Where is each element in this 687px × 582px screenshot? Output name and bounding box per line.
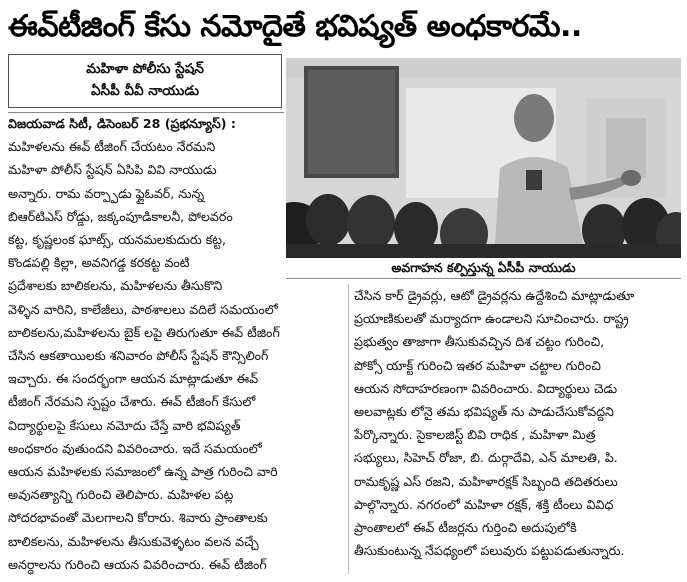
paragraph-line: బిఆర్‌టిఎస్ రోడ్డు, జక్కంపూడికాలనీ, పోలవరం bbox=[8, 208, 233, 224]
paragraph-line: అన్నారు. రామ వర్ప్పాడు ఫ్లైఓవర్, నున్న bbox=[8, 185, 205, 201]
paragraph-line: పాల్గొన్నారు. నగరంలో మహిళా రక్షక్, శక్తి టీంలు వివిధ bbox=[354, 496, 614, 512]
paragraph-line: వెళ్ళిన వారిని, కాలేజీలు, పాఠశాలలు వదిలే సమయంలో bbox=[8, 301, 278, 317]
news-photo bbox=[286, 58, 681, 258]
paragraph-line: ఇచ్చారు. ఈ సందర్భంగా ఆయన మాట్లాడుతూ ఈవ్ bbox=[8, 371, 259, 387]
paragraph-line: పేర్కొన్నారు. సైకాలజిస్ట్ బివి రాధిక , మహిళా మిత్ర bbox=[354, 427, 596, 443]
paragraph-line: తీసుకుంటున్న నేపధ్యంలో పలువురు పట్టుపడుతున్నారు. bbox=[354, 543, 625, 559]
photo-caption: అవగాహన కల్పిస్తున్న ఏసీపీ నాయుడు bbox=[286, 258, 681, 279]
paragraph-line: అనర్ధాలను గురించి ఆయన వివరించారు. ఈవ్ టీజింగ్ bbox=[8, 556, 267, 572]
subhead-line-1: మహిళా పోలీసు స్టేషన్ bbox=[86, 61, 204, 77]
paragraph-line: పోక్సో యాక్ట్ గురించి ఇతర మహిళా చట్టాల గురించి bbox=[354, 357, 601, 373]
paragraph-line: ప్రాంతాలలో ఈవ్ టీజర్లను గుర్తించి అదుపులోకి bbox=[354, 520, 577, 536]
paragraph-line: ఆయన మహిళలకు సమాజంలో ఉన్న పాత్ర గురించి వారి bbox=[8, 464, 278, 480]
paragraph-line: టీజింగ్ నేరమని స్పష్టం చేశారు. ఈవ్ టీజింగ్ కేసులో bbox=[8, 394, 256, 410]
paragraph-line: సోదరభావంతో మెలగాలని కోరారు. శివారు ప్రాంతాలకు bbox=[8, 510, 268, 526]
paragraph-line: సభ్యులు, సిహెచ్ రోజా, బి. దుర్గాదేవి, ఎన్ మాలతి, పి. bbox=[354, 450, 618, 466]
paragraph-line: ఆయన సోదాహరణంగా వివరించారు. విద్యార్థులు చెడు bbox=[354, 380, 618, 396]
paragraph-line: అవునత్యాన్ని గురించి తెలిపారు. మహిళల పట్ల bbox=[8, 487, 234, 503]
paragraph-line: అలవాట్లకు లోనై తమ భవిష్యత్ ను పాడుచేసుకోవద్దని bbox=[354, 404, 614, 420]
paragraph-line: చేసిన ఆకతాయిలకు శనివారం పోలీస్ స్టేషన్ కౌన్సిలింగ్ bbox=[8, 348, 269, 364]
dateline: విజయవాడ సిటీ, డిసెంబర్ 28 (ప్రభన్యూస్) : bbox=[8, 116, 236, 131]
paragraph-line: మహిళలను ఈవ్ టీజింగ్ చేయటం నేరమని bbox=[8, 139, 216, 155]
paragraph-line: ప్రభుత్వం తాజాగా తీసుకువచ్చిన దిశ చట్టం గురించి, bbox=[354, 334, 605, 350]
left-column bbox=[8, 112, 284, 576]
paragraph-line: కొండపల్లి కిల్లా, అవనిగడ్డ కరకట్ట వంటి bbox=[8, 255, 190, 271]
subhead-box bbox=[8, 54, 282, 108]
paragraph-line: రామకృష్ణ ఎస్ రజని, మహిళారక్షక్ సిబ్బంది తదితరులు bbox=[354, 473, 618, 489]
paragraph-line: విద్యార్థులపై కేసులు నమోదు చేస్తే వారి భవిష్యత్ bbox=[8, 417, 241, 433]
paragraph-line: చేసిన కార్ డ్రైవర్లు, ఆటో డ్రైవర్లను ఉద్దేశించి మాట్లాడుతూ bbox=[354, 288, 635, 303]
paragraph-line: బాలికలను,మహిళలను బైక్ లపై తిరుగుతూ ఈవ్ టీజింగ్ bbox=[8, 324, 280, 340]
photo-illustration bbox=[286, 58, 681, 258]
paragraph-line: ప్రయాణికులతో మర్యాదగా ఉండాలని సూచించారు. రాష్ట్ర bbox=[354, 311, 629, 327]
paragraph-line: బాలికలను, మహిళలను తీసుకువెళ్ళటం వలన వచ్చే bbox=[8, 533, 259, 549]
paragraph-line: కట్ట, కృష్ణలంక ఘాట్స్, యనమలకుదురు కట్ట, bbox=[8, 232, 227, 248]
subhead-line-2: ఏసీపీ వీవీ నాయుడు bbox=[91, 83, 199, 99]
right-column bbox=[354, 284, 680, 562]
paragraph-line: అంధకారం వుతుందని వివరించారు. ఇదే సమయంలో bbox=[8, 440, 262, 456]
column-divider bbox=[348, 284, 349, 574]
headline: ఈవ్‌టీజింగ్ కేసు నమోదైతే భవిష్యత్ అంధకారమే.. bbox=[8, 9, 582, 44]
paragraph-line: మహిళా పోలీస్ స్టేషన్ ఏసిపి వివి నాయుడు bbox=[8, 162, 217, 178]
paragraph-line: ప్రదేశాలకు బాలికలను, మహిళలను తీసుకొని bbox=[8, 278, 223, 294]
